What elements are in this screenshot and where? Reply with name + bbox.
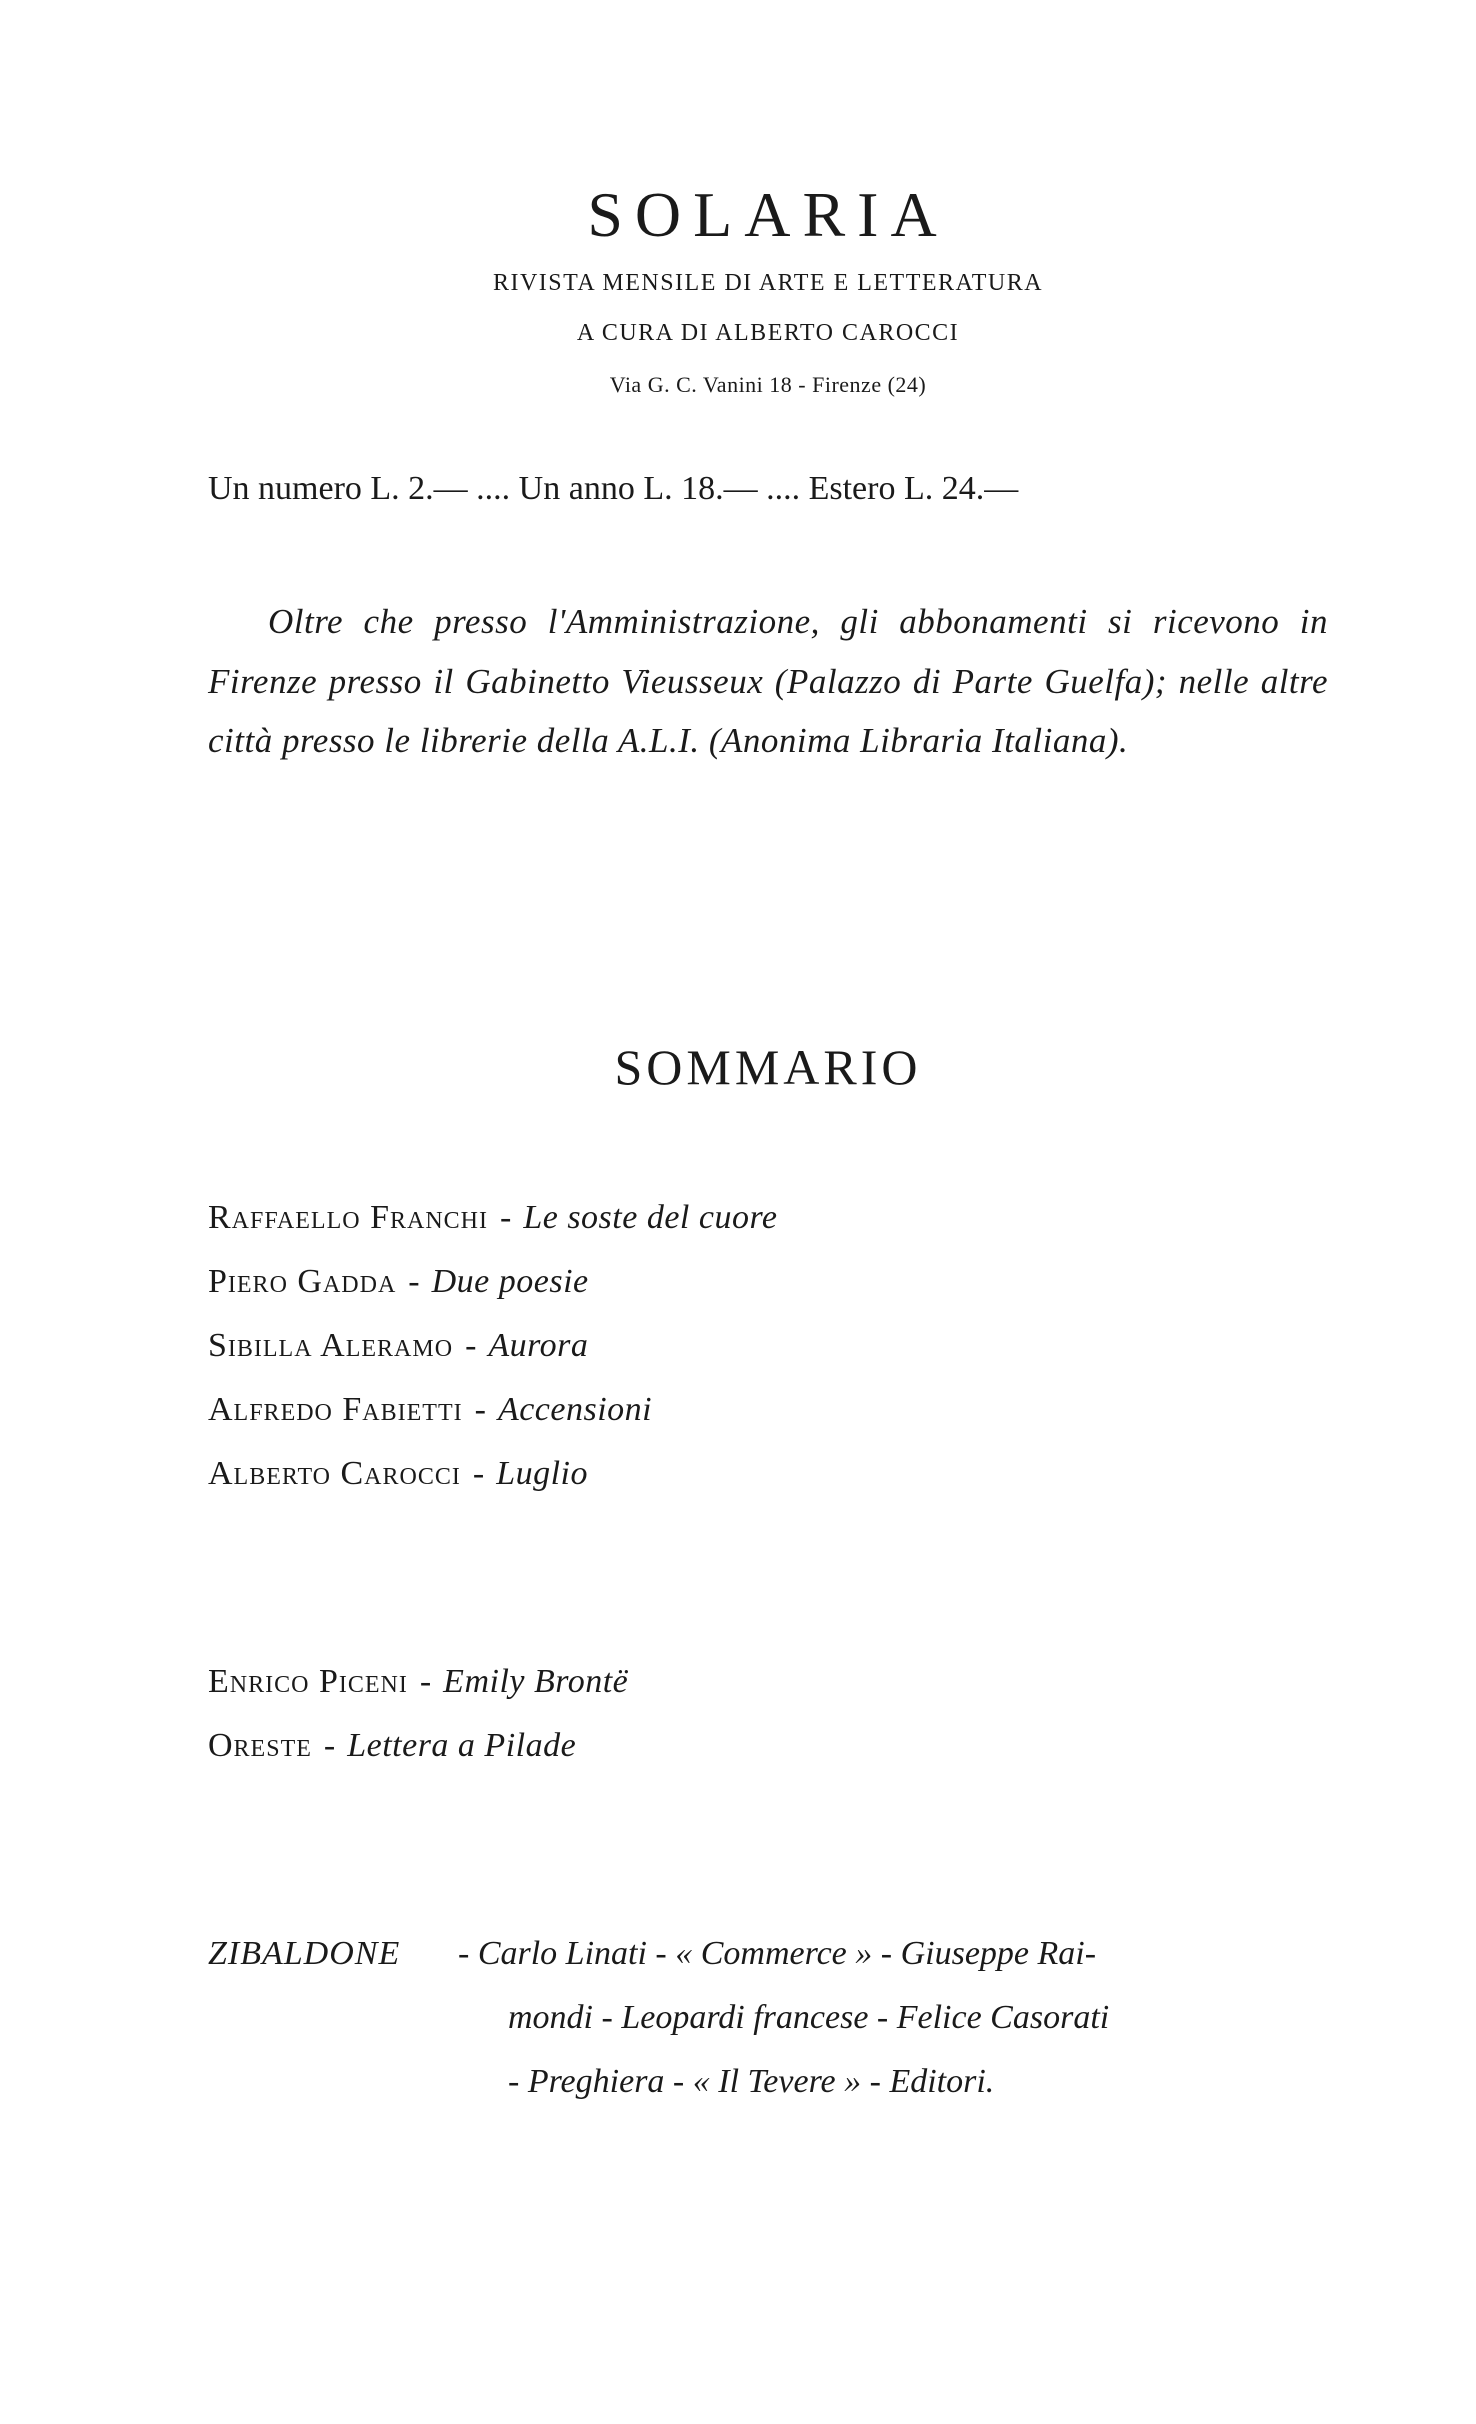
contents-entry — [208, 1442, 1328, 1506]
entry-author: Sibilla Aleramo — [208, 1327, 454, 1364]
contents-entry — [208, 1250, 1328, 1314]
entry-title: Le soste del cuore — [523, 1199, 778, 1236]
entry-separator: - — [408, 1263, 420, 1300]
contents-heading: SOMMARIO — [614, 1039, 922, 1095]
zibaldone-line: - Carlo Linati - « Commerce » - Giuseppe Rai- — [458, 1935, 1097, 1972]
journal-address: Via G. C. Vanini 18 - Firenze (24) — [609, 372, 927, 397]
journal-subtitle: RIVISTA MENSILE DI ARTE E LETTERATURA — [492, 270, 1044, 296]
entry-title: Aurora — [488, 1327, 589, 1364]
subscription-notice — [208, 592, 1328, 771]
entry-title: Luglio — [496, 1455, 589, 1492]
entry-author: Raffaello Franchi — [208, 1199, 488, 1236]
entry-author: Alfredo Fabietti — [208, 1391, 463, 1428]
entry-title: Due poesie — [431, 1263, 589, 1300]
entry-title: Emily Brontë — [443, 1663, 629, 1700]
entry-separator: - — [323, 1727, 336, 1764]
entry-separator: - — [472, 1455, 485, 1492]
contents-list-essays — [208, 1650, 1328, 1778]
entry-title: Lettera a Pilade — [347, 1727, 577, 1764]
journal-editor: A CURA DI ALBERTO CAROCCI — [576, 320, 960, 346]
entry-author: Oreste — [208, 1727, 312, 1764]
entry-separator: - — [419, 1663, 432, 1700]
contents-entry — [208, 1650, 1328, 1714]
entry-separator: - — [499, 1199, 512, 1236]
entry-author: Enrico Piceni — [208, 1663, 408, 1700]
entry-title: Accensioni — [497, 1391, 653, 1428]
contents-entry — [208, 1378, 1328, 1442]
entry-separator: - — [474, 1391, 486, 1428]
subscription-prices: Un numero L. 2.— .... Un anno L. 18.— .... Estero L. 24.— — [208, 470, 1019, 507]
entry-author: Piero Gadda — [208, 1263, 397, 1300]
subscription-notice-text: Oltre che presso l'Amministrazione, gli abbonamenti si ricevono in Firenze presso il Gabinetto Vieusseux (Palazzo di Parte Guelfa); nelle altre città presso le librerie della A.L.I. (Anonima Libraria Italiana). — [208, 602, 1328, 760]
contents-entry — [208, 1186, 1328, 1250]
contents-entry — [208, 1714, 1328, 1778]
zibaldone-line: - Preghiera - « Il Tevere » - Editori. — [508, 2063, 995, 2100]
zibaldone-label: ZIBALDONE — [208, 1935, 401, 1972]
contents-entry — [208, 1314, 1328, 1378]
entry-author: Alberto Carocci — [208, 1455, 461, 1492]
zibaldone-line: mondi - Leopardi francese - Felice Casorati — [508, 1999, 1110, 2036]
entry-separator: - — [465, 1327, 477, 1364]
journal-title: SOLARIA — [587, 179, 949, 250]
zibaldone-items — [458, 1922, 1338, 2114]
contents-list-main — [208, 1186, 1328, 1506]
